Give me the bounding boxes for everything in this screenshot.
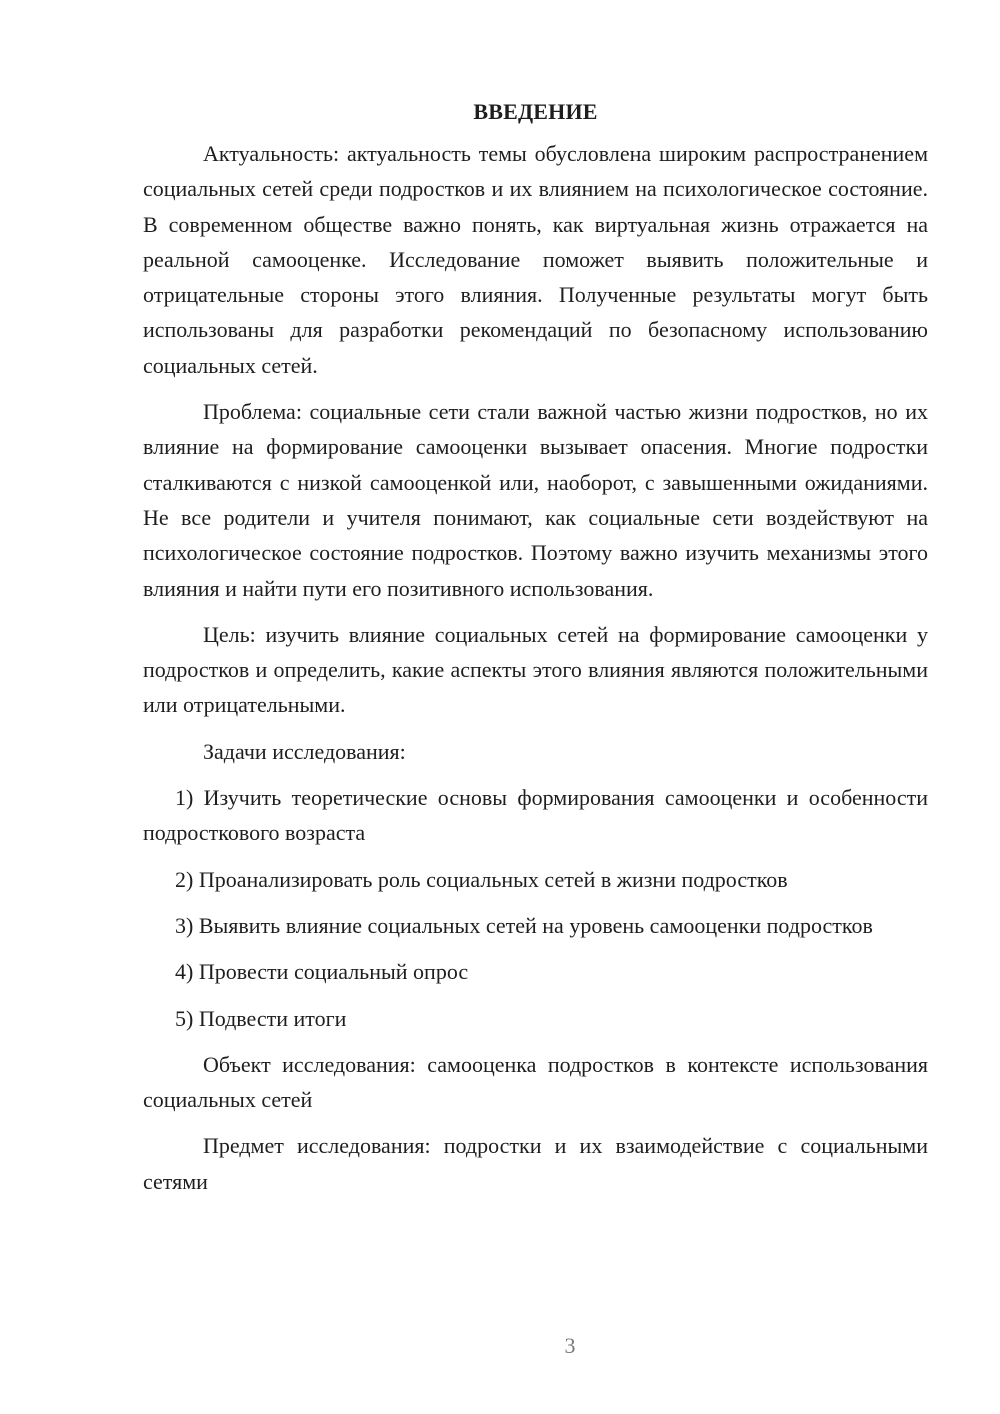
paragraph-subject: Предмет исследования: подростки и их взаимодействие с социальными сетями — [143, 1133, 928, 1194]
task-item-3: 3) Выявить влияние социальных сетей на уровень самооценки подростков — [175, 912, 873, 938]
page-content — [143, 94, 928, 1210]
task-item-5: 5) Подвести итоги — [175, 1005, 347, 1031]
paragraph-object: Объект исследования: самооценка подростков в контексте использования социальных сетей — [143, 1051, 928, 1113]
tasks-heading: Задачи исследования: — [203, 738, 406, 764]
task-item-4: 4) Провести социальный опрос — [175, 959, 469, 985]
page-number: 3 — [564, 1333, 576, 1358]
task-item-1: 1) Изучить теоретические основы формирования самооценки и особенности подросткового возраста — [143, 785, 928, 846]
task-item-2: 2) Проанализировать роль социальных сетей в жизни подростков — [175, 866, 788, 892]
paragraph-goal: Цель: изучить влияние социальных сетей на формирование самооценки у подростков и определить, какие аспекты этого влияния являются положительными или отрицательными. — [143, 621, 928, 718]
paragraph-problem: Проблема: социальные сети стали важной частью жизни подростков, но их влияние на формирование самооценки вызывает опасения. Многие подростки сталкиваются с низкой самооценкой или, наоборот, с завышенными ожиданиями. Не все родители и учителя понимают, как социальные сети воздействуют на психологическое состояние подростков. Поэтому важно изучить механизмы этого влияния и найти пути его позитивного использования. — [143, 399, 928, 601]
paragraph-relevance: Актуальность: актуальность темы обусловлена широким распространением социальных сетей среди подростков и их влиянием на психологическое состояние. В современном обществе важно понять, как виртуальная жизнь отражается на реальной самооценке. Исследование поможет выявить положительные и отрицательные стороны этого влияния. Полученные результаты могут быть использованы для разработки рекомендаций по безопасному использованию социальных сетей. — [143, 141, 928, 378]
section-title: ВВЕДЕНИЕ — [473, 99, 598, 124]
